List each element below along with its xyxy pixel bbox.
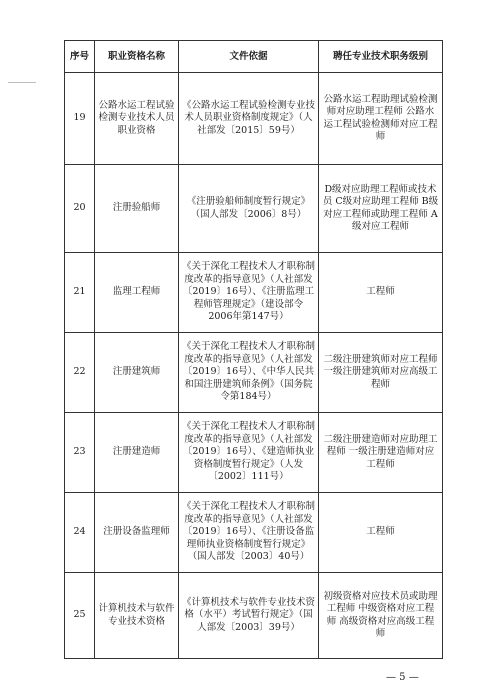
header-name: 职业资格名称 <box>95 41 179 73</box>
document-basis: 《计算机技术与软件专业技术资格（水平）考试暂行规定》（国人部发〔2003〕39号） <box>179 573 319 659</box>
document-basis: 《公路水运工程试验检测专业技术人员职业资格制度规定》（人社部发〔2015〕59号） <box>179 73 319 165</box>
row-number: 19 <box>65 73 95 165</box>
table-row <box>65 165 443 253</box>
row-number: 23 <box>65 413 95 493</box>
position-level: 工程师 <box>319 493 443 573</box>
row-number: 21 <box>65 253 95 333</box>
document-basis: 《关于深化工程技术人才职称制度改革的指导意见》（人社部发〔2019〕16号）、《注册设备监理师执业资格制度暂行规定》（国人部发〔2003〕40号） <box>179 493 319 573</box>
row-number: 20 <box>65 165 95 253</box>
table-row <box>65 573 443 659</box>
qualification-name: 监理工程师 <box>95 253 179 333</box>
position-level: 初级资格对应技术员或助理工程师 中级资格对应工程师 高级资格对应高级工程师 <box>319 573 443 659</box>
row-number: 24 <box>65 493 95 573</box>
position-level: 二级注册建造师对应助理工程师 一级注册建造师对应工程师 <box>319 413 443 493</box>
header-no: 序号 <box>65 41 95 73</box>
position-level: 二级注册建筑师对应工程师 一级注册建筑师对应高级工程师 <box>319 333 443 413</box>
qualification-name: 公路水运工程试验检测专业技术人员职业资格 <box>95 73 179 165</box>
table-row <box>65 413 443 493</box>
position-level: 公路水运工程助理试验检测师对应助理工程师 公路水运工程试验检测师对应工程师 <box>319 73 443 165</box>
table-row <box>65 253 443 333</box>
table-header-row <box>65 41 443 73</box>
qualification-name: 注册建造师 <box>95 413 179 493</box>
row-number: 25 <box>65 573 95 659</box>
position-level: 工程师 <box>319 253 443 333</box>
document-basis: 《关于深化工程技术人才职称制度改革的指导意见》（人社部发〔2019〕16号）、《注册监理工程师管理规定》（建设部令2006年第147号） <box>179 253 319 333</box>
qualification-name: 计算机技术与软件专业技术资格 <box>95 573 179 659</box>
qualification-name: 注册验船师 <box>95 165 179 253</box>
margin-line <box>8 82 36 83</box>
document-basis: 《关于深化工程技术人才职称制度改革的指导意见》（人社部发〔2019〕16号）、《中华人民共和国注册建筑师条例》（国务院令第184号） <box>179 333 319 413</box>
document-basis: 《关于深化工程技术人才职称制度改革的指导意见》（人社部发〔2019〕16号）、《建造师执业资格制度暂行规定》（人发〔2002〕111号） <box>179 413 319 493</box>
qualification-name: 注册设备监理师 <box>95 493 179 573</box>
qualification-table <box>64 40 443 659</box>
header-level: 聘任专业技术职务级别 <box>319 41 443 73</box>
table-row <box>65 73 443 165</box>
position-level: D级对应助理工程师或技术员 C级对应助理工程师 B级对应工程师或助理工程师 A级对应工程师 <box>319 165 443 253</box>
table-row <box>65 493 443 573</box>
page-number: — 5 — <box>386 672 419 683</box>
qualification-name: 注册建筑师 <box>95 333 179 413</box>
document-basis: 《注册验船师制度暂行规定》（国人部发〔2006〕8号） <box>179 165 319 253</box>
row-number: 22 <box>65 333 95 413</box>
header-basis: 文件依据 <box>179 41 319 73</box>
table-row <box>65 333 443 413</box>
